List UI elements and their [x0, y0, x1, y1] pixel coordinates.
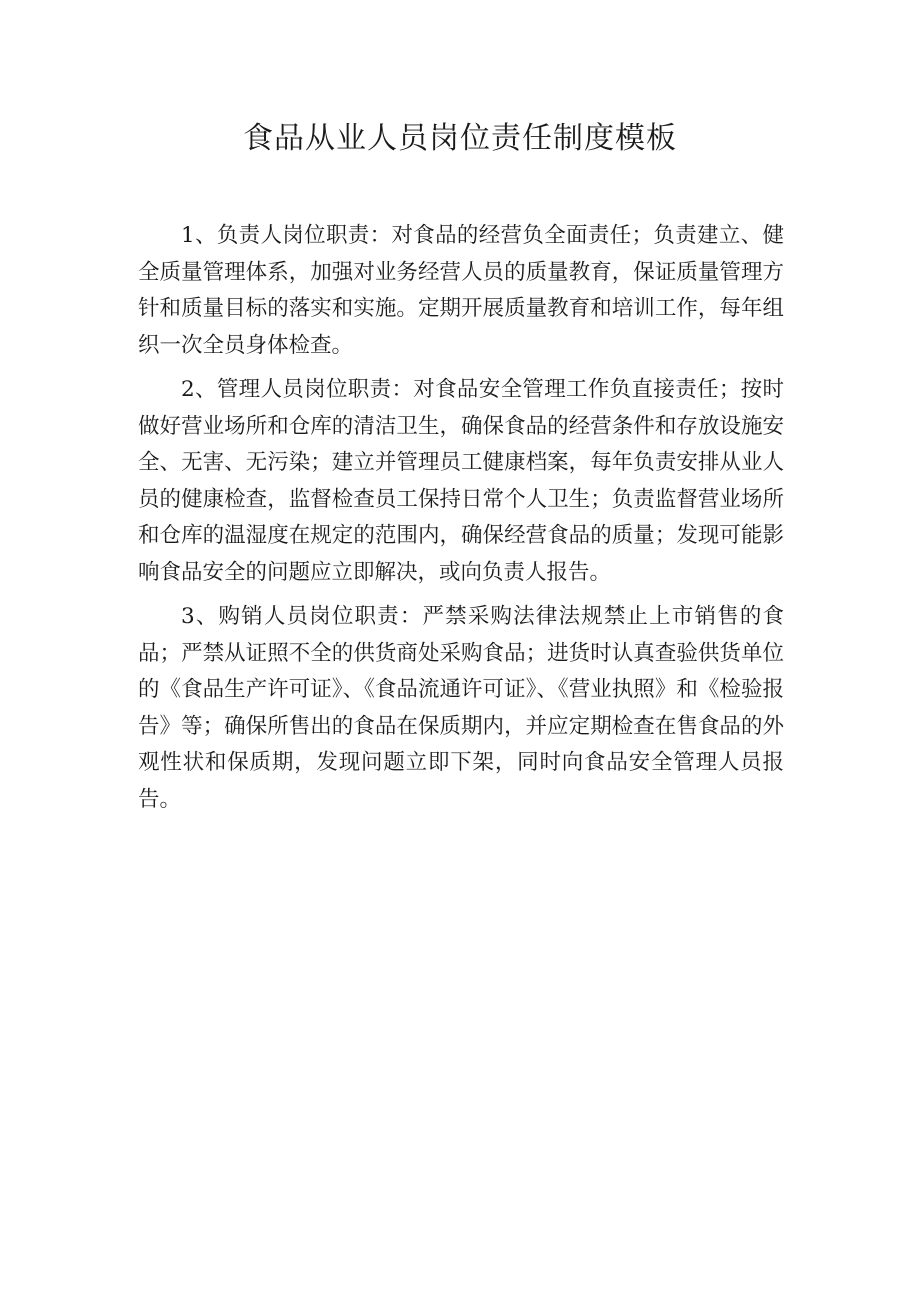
- paragraph-responsible-person-duties: 1、负责人岗位职责：对食品的经营负全面责任；负责建立、健全质量管理体系，加强对业务经营人员的质量教育，保证质量管理方针和质量目标的落实和实施。定期开展质量教育和培训工作，每年组织一次全员身体检查。: [138, 223, 784, 358]
- document-body: [138, 218, 784, 826]
- paragraph-purchasing-sales-staff-duties: 3、购销人员岗位职责：严禁采购法律法规禁止上市销售的食品；严禁从证照不全的供货商处采购食品；进货时认真查验供货单位的《食品生产许可证》、《食品流通许可证》、《营业执照》和《检验报告》等；确保所售出的食品在保质期内，并应定期检查在售食品的外观性状和保质期，发现问题立即下架，同时向食品安全管理人员报告。: [138, 604, 784, 812]
- paragraph-management-staff-duties: 2、管理人员岗位职责：对食品安全管理工作负直接责任；按时做好营业场所和仓库的清洁卫生，确保食品的经营条件和存放设施安全、无害、无污染；建立并管理员工健康档案，每年负责安排从业人员的健康检查，监督检查员工保持日常个人卫生；负责监督营业场所和仓库的温湿度在规定的范围内，确保经营食品的质量；发现可能影响食品安全的问题应立即解决，或向负责人报告。: [138, 377, 784, 585]
- document-title: 食品从业人员岗位责任制度模板: [243, 121, 677, 156]
